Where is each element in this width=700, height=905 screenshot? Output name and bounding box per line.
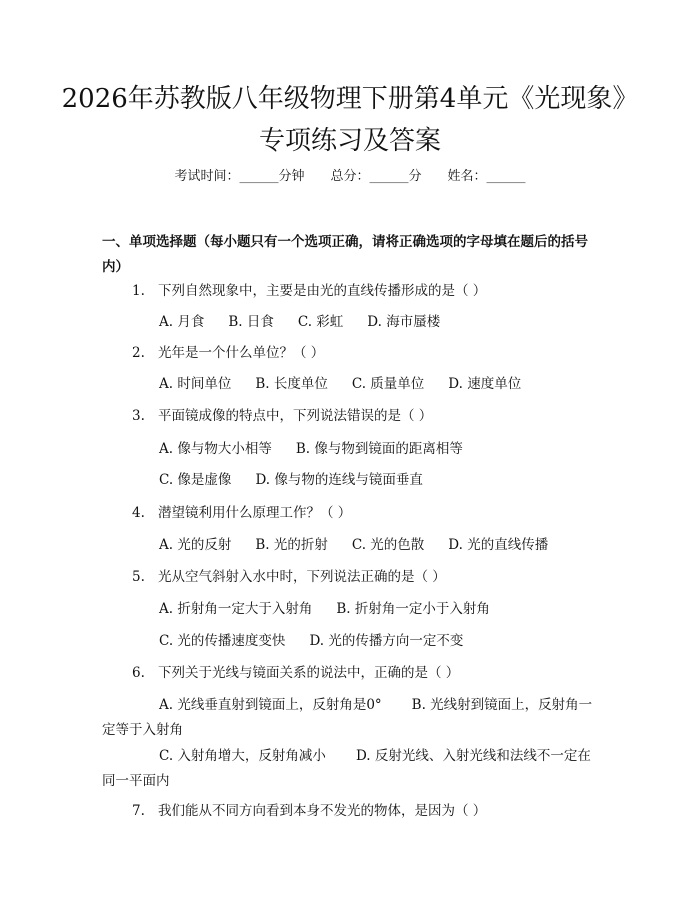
question-number: 4.	[132, 505, 145, 521]
option-a: A. 时间单位	[159, 376, 232, 392]
question-text: 下列关于光线与镜面关系的说法中，正确的是（ ）	[158, 665, 460, 681]
option-a: A. 月食	[159, 314, 205, 330]
question-3-options-row-1	[159, 438, 463, 460]
question-text: 光年是一个什么单位？（ ）	[158, 345, 325, 361]
question-4	[132, 502, 351, 524]
question-number: 2.	[132, 345, 145, 361]
question-number: 7.	[132, 803, 145, 819]
option-b: B. 长度单位	[255, 376, 328, 392]
question-text: 潜望镜利用什么原理工作？（ ）	[158, 505, 352, 521]
option-d: D. 反射光线、入射光线和法线不一定在同一平面内	[102, 748, 591, 789]
question-1	[132, 280, 486, 302]
student-name: 姓名：______	[447, 169, 526, 184]
option-c: C. 彩虹	[297, 314, 344, 330]
question-6-options-row-1	[102, 693, 602, 743]
option-a: A. 折射角一定大于入射角	[159, 601, 313, 617]
option-c: C. 质量单位	[351, 376, 425, 392]
question-5-options-row-2	[159, 630, 463, 652]
option-c: C. 像是虚像	[159, 472, 232, 488]
question-text: 下列自然现象中，主要是由光的直线传播形成的是（ ）	[158, 283, 487, 299]
option-d: D. 光的传播方向一定不变	[309, 633, 464, 649]
option-d: D. 速度单位	[448, 376, 522, 392]
option-a: A. 像与物大小相等	[159, 441, 272, 457]
option-a: A. 光线垂直射到镜面上，反射角是0°	[159, 697, 382, 713]
question-text: 平面镜成像的特点中，下列说法错误的是（ ）	[158, 408, 433, 424]
question-number: 3.	[132, 408, 145, 424]
option-b: B. 日食	[228, 314, 274, 330]
option-b: B. 折射角一定小于入射角	[336, 601, 490, 617]
question-6	[132, 662, 459, 684]
option-b: B. 光的折射	[255, 537, 328, 553]
question-4-options	[159, 534, 548, 556]
question-5	[132, 566, 446, 588]
question-text: 光从空气斜射入水中时，下列说法正确的是（ ）	[158, 569, 446, 585]
option-d: D. 海市蜃楼	[367, 314, 441, 330]
question-6-options-row-2	[102, 744, 602, 794]
question-number: 1.	[132, 283, 145, 299]
question-number: 5.	[132, 569, 145, 585]
section-heading: 一、单项选择题（每小题只有一个选项正确，请将正确选项的字母填在题后的括号内）	[102, 234, 588, 275]
question-1-options	[159, 311, 440, 333]
option-c: C. 光的色散	[351, 537, 425, 553]
exam-info	[0, 166, 700, 188]
question-3-options-row-2	[159, 469, 423, 491]
question-7	[132, 800, 486, 822]
option-c: C. 入射角增大，反射角减小	[159, 748, 326, 764]
exam-score: 总分：______分	[330, 169, 422, 184]
question-5-options-row-1	[159, 598, 490, 620]
question-3	[132, 405, 432, 427]
option-c: C. 光的传播速度变快	[159, 633, 286, 649]
page-title: 2026年苏教版八年级物理下册第4单元《光现象》专项练习及答案	[61, 84, 639, 156]
option-d: D. 光的直线传播	[448, 537, 549, 553]
option-d: D. 像与物的连线与镜面垂直	[255, 472, 423, 488]
question-text: 我们能从不同方向看到本身不发光的物体，是因为（ ）	[158, 803, 487, 819]
option-a: A. 光的反射	[159, 537, 232, 553]
exam-time: 考试时间：______分钟	[174, 169, 305, 184]
question-2	[132, 342, 324, 364]
question-2-options	[159, 373, 521, 395]
option-b: B. 光线射到镜面上，反射角一定等于入射角	[102, 697, 593, 738]
option-b: B. 像与物到镜面的距离相等	[295, 441, 463, 457]
question-number: 6.	[132, 665, 145, 681]
